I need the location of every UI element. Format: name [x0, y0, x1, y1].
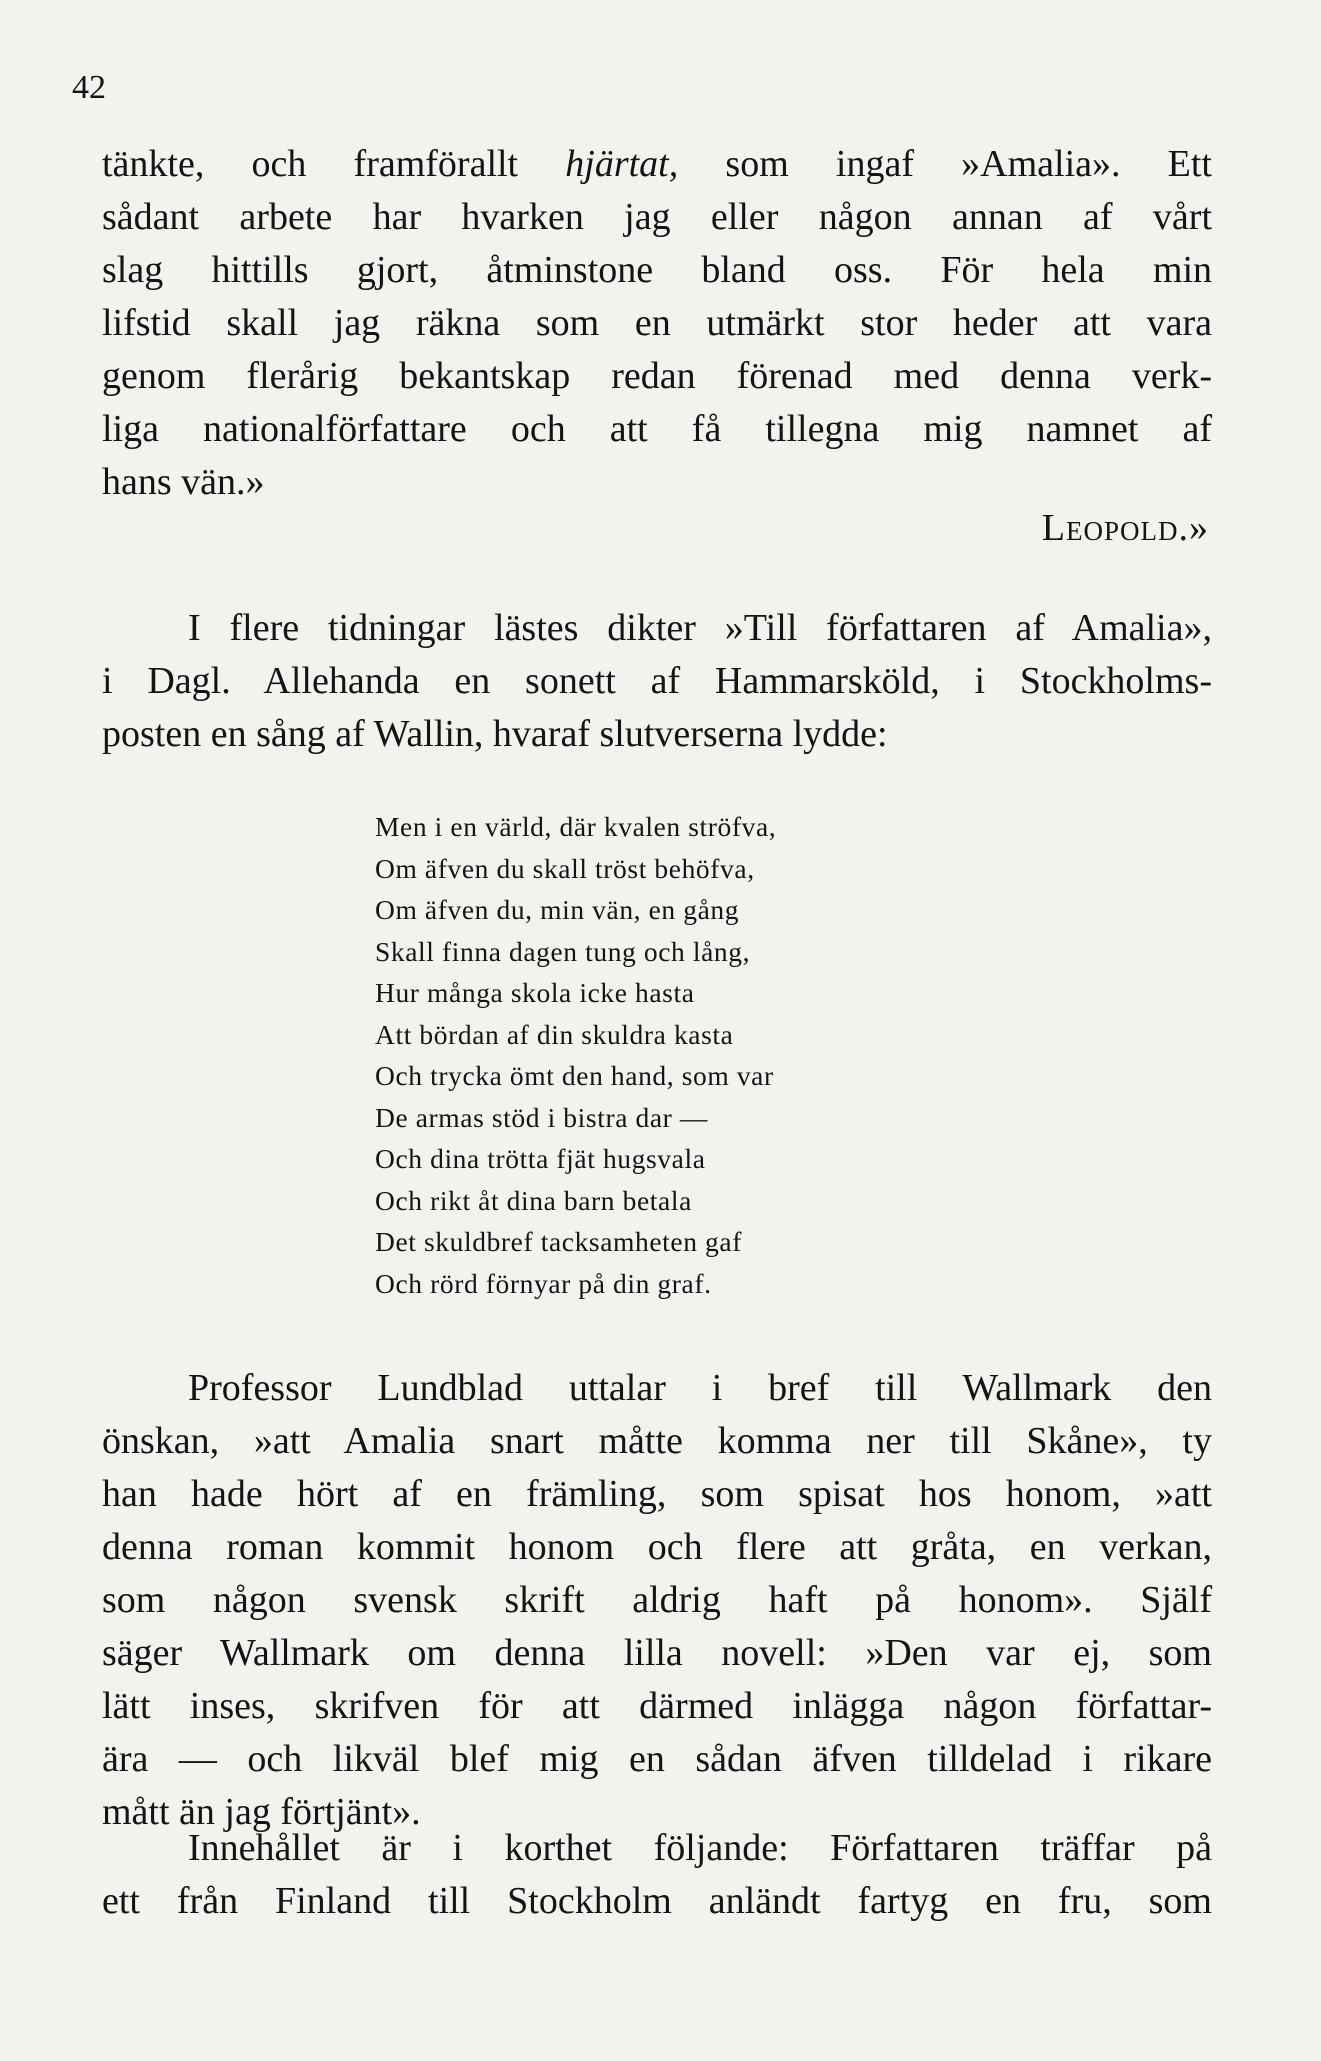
text-segment: som ingaf »Amalia». Ett: [678, 143, 1212, 185]
text-line: I flere tidningar lästes dikter »Till författaren af Amalia»,: [188, 607, 1212, 649]
text-line: ett från Finland till Stockholm anländt fartyg en fru, som: [102, 1880, 1212, 1922]
poem-line: Hur många skola icke hasta: [375, 977, 695, 1008]
paragraph-newspapers: [102, 602, 1212, 761]
poem-line: De armas stöd i bistra dar —: [375, 1101, 708, 1133]
text-line: lifstid skall jag räkna som en utmärkt stor heder att vara: [102, 302, 1212, 344]
paragraph-letter-ending: [102, 138, 1212, 509]
text-line: mått än jag förtjänt».: [102, 1791, 421, 1833]
signature: Leopold.»: [1041, 507, 1209, 549]
text-line: hans vän.»: [102, 461, 265, 503]
poem-line: Och dina trötta fjät hugsvala: [375, 1143, 706, 1174]
page-number: 42: [72, 69, 106, 106]
poem-line: Om äfven du, min vän, en gång: [375, 894, 740, 925]
text-line: Professor Lundblad uttalar i bref till Wallmark den: [188, 1367, 1212, 1409]
text-line: som någon svensk skrift aldrig haft på honom». Själf: [102, 1579, 1212, 1621]
poem-line: Och trycka ömt den hand, som var: [375, 1060, 774, 1091]
text-segment: tänkte, och framförallt: [102, 143, 566, 185]
text-line: genom flerårig bekantskap redan förenad med denna verk-: [102, 355, 1212, 397]
text-line: Innehållet är i korthet följande: Författaren träffar på: [188, 1827, 1212, 1869]
poem-line: Men i en värld, där kvalen ströfva,: [375, 811, 777, 842]
poem-line: Att bördan af din skuldra kasta: [375, 1018, 734, 1050]
text-line: denna roman kommit honom och flere att gråta, en verkan,: [102, 1526, 1212, 1568]
text-line: [102, 138, 1212, 191]
text-line: ära — och likväl blef mig en sådan äfven tilldelad i rikare: [102, 1738, 1212, 1780]
poem-line: Och rikt åt dina barn betala: [375, 1184, 692, 1216]
text-line: lätt inses, skrifven för att därmed inlägga någon författar-: [102, 1685, 1212, 1727]
poem-line: Och rörd förnyar på din graf.: [375, 1267, 712, 1299]
italic-word: hjärtat,: [565, 143, 679, 185]
text-line: han hade hört af en främling, som spisat hos honom, »att: [102, 1473, 1212, 1515]
paragraph-summary: [102, 1822, 1212, 1928]
text-line: i Dagl. Allehanda en sonett af Hammarsköld, i Stockholms-: [102, 660, 1212, 702]
text-line: liga nationalförfattare och att få tillegna mig namnet af: [102, 408, 1212, 450]
poem-line: Om äfven du skall tröst behöfva,: [375, 852, 755, 884]
text-line: slag hittills gjort, åtminstone bland oss. För hela min: [102, 249, 1212, 291]
text-line: önskan, »att Amalia snart måtte komma ner till Skåne», ty: [102, 1420, 1212, 1462]
poem-quotation: [375, 806, 776, 1304]
text-line: sådant arbete har hvarken jag eller någon annan af vårt: [102, 196, 1212, 238]
poem-line: Det skuldbref tacksamheten gaf: [375, 1226, 742, 1257]
poem-line: Skall finna dagen tung och lång,: [375, 935, 751, 967]
paragraph-lundblad: [102, 1362, 1212, 1839]
text-line: säger Wallmark om denna lilla novell: »Den var ej, som: [102, 1632, 1212, 1674]
text-line: posten en sång af Wallin, hvaraf slutverserna lydde:: [102, 713, 888, 755]
